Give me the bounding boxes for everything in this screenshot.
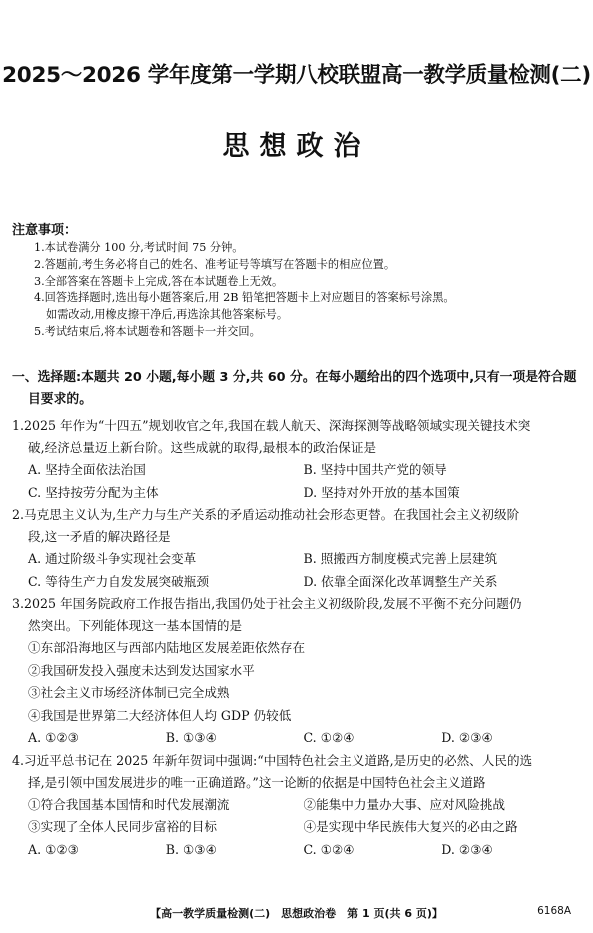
notice-block bbox=[12, 222, 579, 341]
option-c: C. ①②④ bbox=[303, 730, 355, 745]
question-stem-line: 然突出。下列能体现这一基本国情的是 bbox=[28, 618, 243, 633]
exam-title: 2025～2026 学年度第一学期八校联盟高一教学质量检测(二) bbox=[2, 63, 591, 88]
option-a: A. 坚持全面依法治国 bbox=[28, 462, 146, 477]
option-b: B. ①③④ bbox=[165, 730, 217, 745]
option-list bbox=[12, 839, 579, 862]
question-stem bbox=[12, 750, 579, 794]
statement: ③实现了全体人民同步富裕的目标 bbox=[28, 819, 217, 834]
choice-section bbox=[12, 367, 579, 861]
notice-item-continuation: 如需改动,用橡皮擦干净后,再选涂其他答案标号。 bbox=[46, 308, 289, 322]
option-list bbox=[12, 548, 579, 593]
paper-code: 6168A bbox=[537, 905, 571, 917]
question-list bbox=[12, 415, 579, 861]
question-stem-line: 段,这一矛盾的解决路径是 bbox=[28, 529, 171, 544]
question-2 bbox=[12, 504, 579, 593]
notice-item: 5.考试结束后,将本试题卷和答题卡一并交回。 bbox=[34, 324, 261, 338]
option-d: D. ②③④ bbox=[441, 730, 493, 745]
question-stem-line: 择,是引领中国发展进步的唯一正确道路。”这一论断的依据是中国特色社会主义道路 bbox=[28, 774, 486, 790]
statement: ④是实现中华民族伟大复兴的必由之路 bbox=[303, 819, 518, 834]
option-b: B. ①③④ bbox=[165, 841, 217, 857]
question-1 bbox=[12, 415, 579, 504]
option-list bbox=[12, 727, 579, 750]
option-b: B. 坚持中国共产党的领导 bbox=[303, 462, 447, 477]
option-c: C. 坚持按劳分配为主体 bbox=[28, 484, 159, 500]
statement: ①东部沿海地区与西部内陆地区发展差距依然存在 bbox=[28, 640, 306, 655]
statement: ①符合我国基本国情和时代发展潮流 bbox=[28, 796, 230, 812]
option-d: D. ②③④ bbox=[441, 841, 493, 857]
statement: ②能集中力量办大事、应对风险挑战 bbox=[303, 796, 505, 812]
question-stem-line: 3.2025 年国务院政府工作报告指出,我国仍处于社会主义初级阶段,发展不平衡不充分问题仍 bbox=[12, 596, 522, 611]
option-b: B. 照搬西方制度模式完善上层建筑 bbox=[303, 551, 498, 566]
question-stem bbox=[12, 415, 579, 459]
question-stem bbox=[12, 593, 579, 637]
notice-heading: 注意事项： bbox=[12, 223, 78, 238]
option-d: D. 坚持对外开放的基本国策 bbox=[303, 484, 460, 500]
option-c: C. ①②④ bbox=[303, 841, 355, 857]
notice-item: 4.回答选择题时,选出每小题答案后,用 2B 铅笔把答题卡上对应题目的答案标号涂黑。 bbox=[34, 291, 455, 305]
subject-title: 思想政治 bbox=[222, 131, 371, 162]
notice-item: 3.全部答案在答题卡上完成,答在本试题卷上无效。 bbox=[34, 274, 284, 288]
option-c: C. 等待生产力自发发展突破瓶颈 bbox=[28, 573, 209, 589]
option-list bbox=[12, 459, 579, 504]
page-footer: 【高一教学质量检测(二) 思想政治卷 第 1 页(共 6 页)】 bbox=[150, 907, 443, 920]
question-4 bbox=[12, 750, 579, 862]
question-stem bbox=[12, 504, 579, 548]
question-stem-line: 1.2025 年作为“十四五”规划收官之年,我国在载人航天、深海探测等战略领域实现关键技术突 bbox=[12, 418, 531, 433]
option-a: A. ①②③ bbox=[28, 841, 79, 857]
statement: ②我国研发投入强度未达到发达国家水平 bbox=[28, 662, 255, 678]
notice-item: 2.答题前,考生务必将自己的姓名、准考证号等填写在答题卡的相应位置。 bbox=[34, 257, 396, 271]
notice-item: 1.本试卷满分 100 分,考试时间 75 分钟。 bbox=[34, 241, 244, 254]
question-stem-line: 2.马克思主义认为,生产力与生产关系的矛盾运动推动社会形态更替。在我国社会主义初级阶 bbox=[12, 507, 520, 522]
option-a: A. 通过阶级斗争实现社会变革 bbox=[28, 551, 197, 566]
question-stem-line: 破,经济总量迈上新台阶。这些成就的取得,最根本的政治保证是 bbox=[28, 440, 377, 455]
option-a: A. ①②③ bbox=[28, 730, 79, 745]
statement: ③社会主义市场经济体制已完全成熟 bbox=[28, 685, 230, 700]
statement: ④我国是世界第二大经济体但人均 GDP 仍较低 bbox=[28, 707, 292, 723]
option-d: D. 依靠全面深化改革调整生产关系 bbox=[303, 573, 498, 589]
question-3 bbox=[12, 593, 579, 750]
section-heading: 一、选择题:本题共 20 小题,每小题 3 分,共 60 分。在每小题给出的四个选项中,只有一项是符合题目要求的。 bbox=[12, 370, 577, 407]
question-stem-line: 4.习近平总书记在 2025 年新年贺词中强调:“中国特色社会主义道路,是历史的必然、人民的选 bbox=[12, 752, 533, 768]
statement-grid bbox=[12, 794, 579, 839]
